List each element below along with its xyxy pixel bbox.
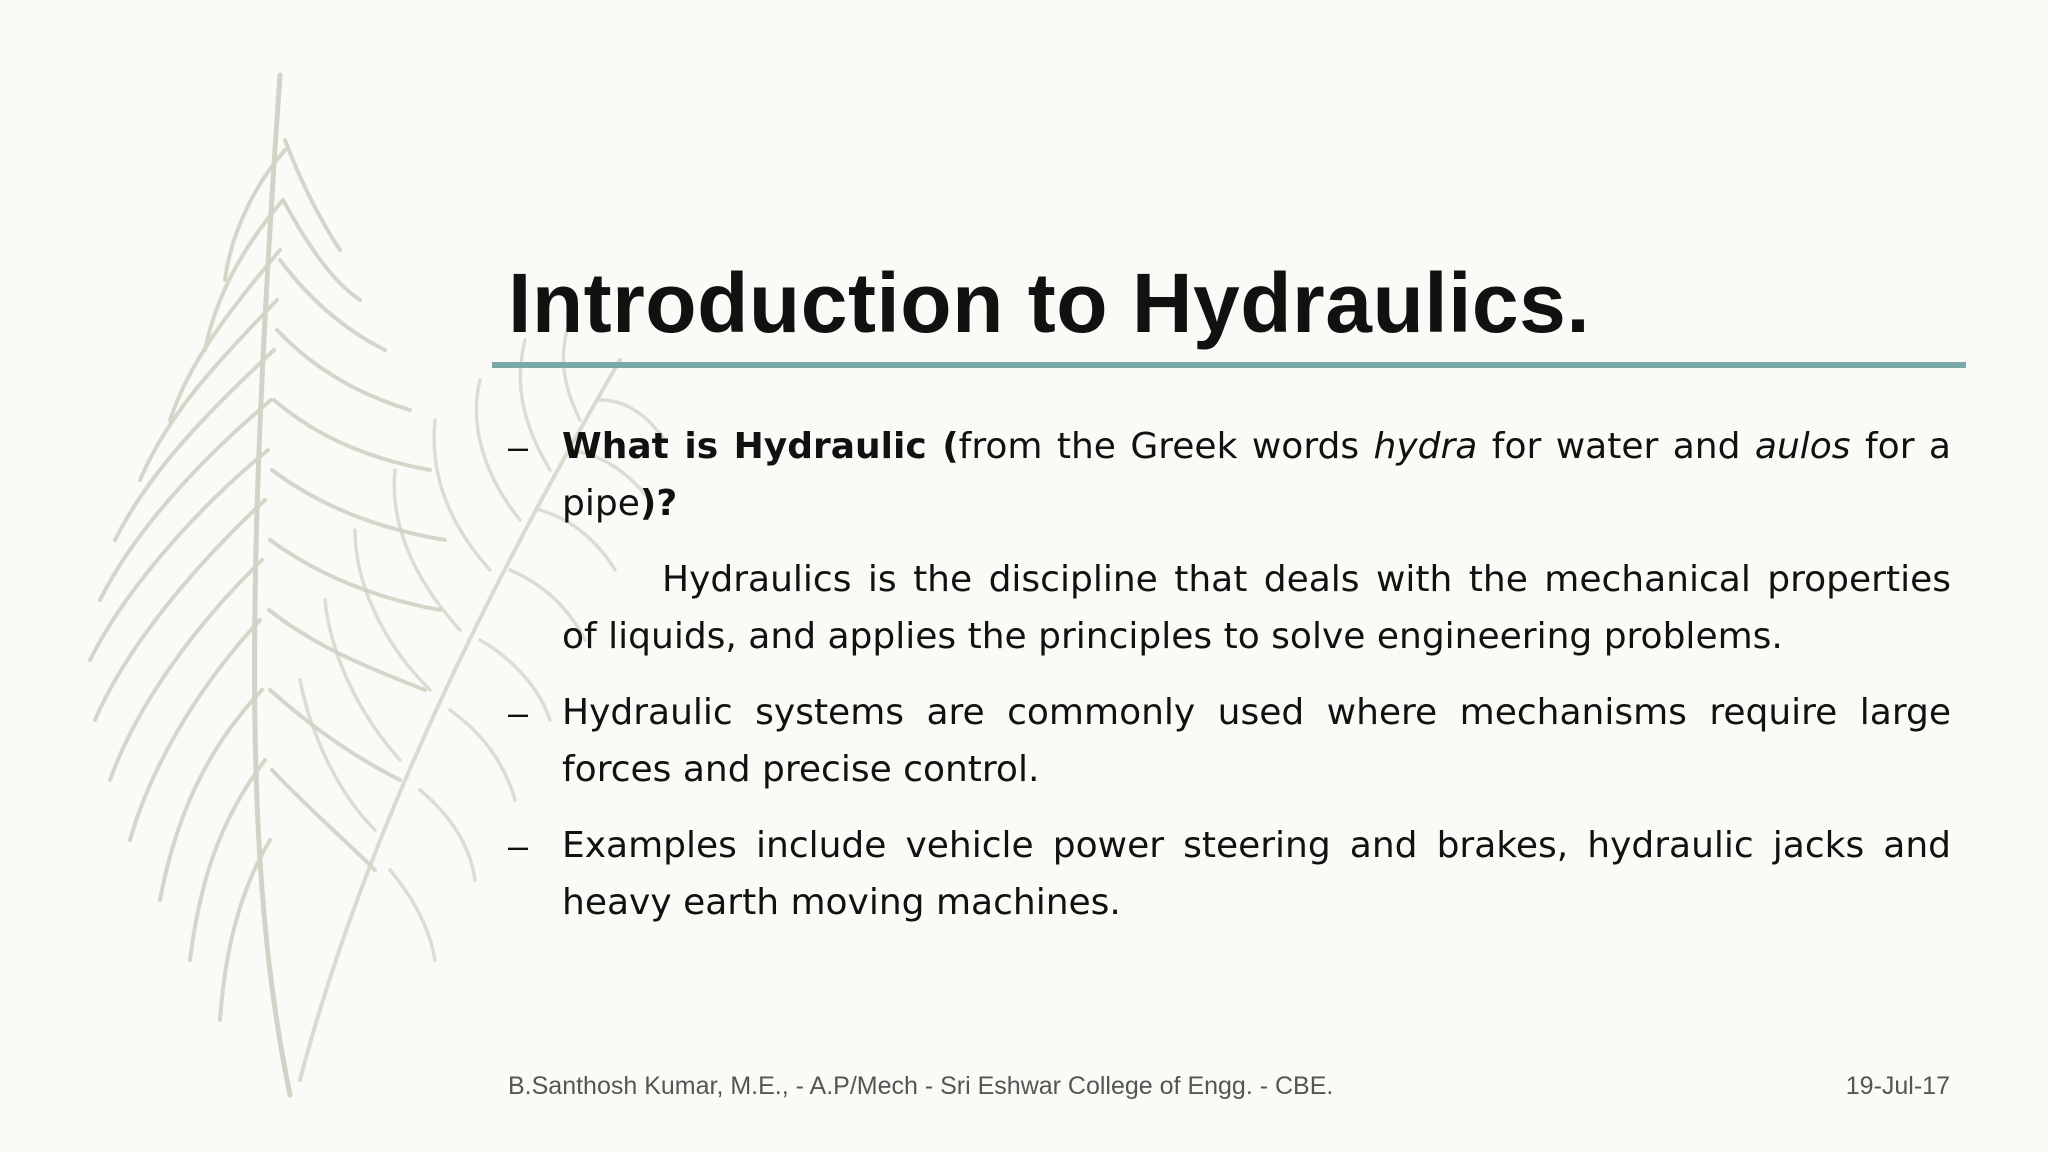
bullet-text: Examples include vehicle power steering and brakes, hydraulic jacks and heavy earth moving machines. (562, 825, 1951, 923)
bullet-definition-question (508, 418, 1951, 532)
title-divider (492, 362, 1966, 368)
footer-date: 19-Jul-17 (1845, 1072, 1950, 1100)
bullet-text: Hydraulic systems are commonly used where mechanisms require large forces and precise control. (562, 692, 1951, 790)
bullet-examples (508, 817, 1951, 931)
italic-term-hydra: hydra (1373, 426, 1478, 467)
text-segment: from the Greek words (958, 426, 1374, 467)
footer-author: B.Santhosh Kumar, M.E., - A.P/Mech - Sri Eshwar College of Engg. - CBE. (508, 1072, 1334, 1100)
slide-title: Introduction to Hydraulics. (508, 256, 1591, 350)
dash-marker: – (508, 825, 529, 866)
text-segment: for water and (1477, 426, 1755, 467)
bullet-uses (508, 684, 1951, 798)
bold-lead: What is Hydraulic ( (562, 426, 959, 467)
dash-marker: – (508, 426, 529, 467)
dash-marker: – (508, 692, 529, 733)
bold-trail: )? (639, 483, 678, 524)
definition-paragraph: Hydraulics is the discipline that deals with the mechanical properties of liquids, and applies the principles to solve engineering problems. (562, 559, 1951, 657)
slide-body (508, 418, 1951, 950)
italic-term-aulos: aulos (1754, 426, 1851, 467)
text-segment: for a pipe (562, 426, 1951, 524)
